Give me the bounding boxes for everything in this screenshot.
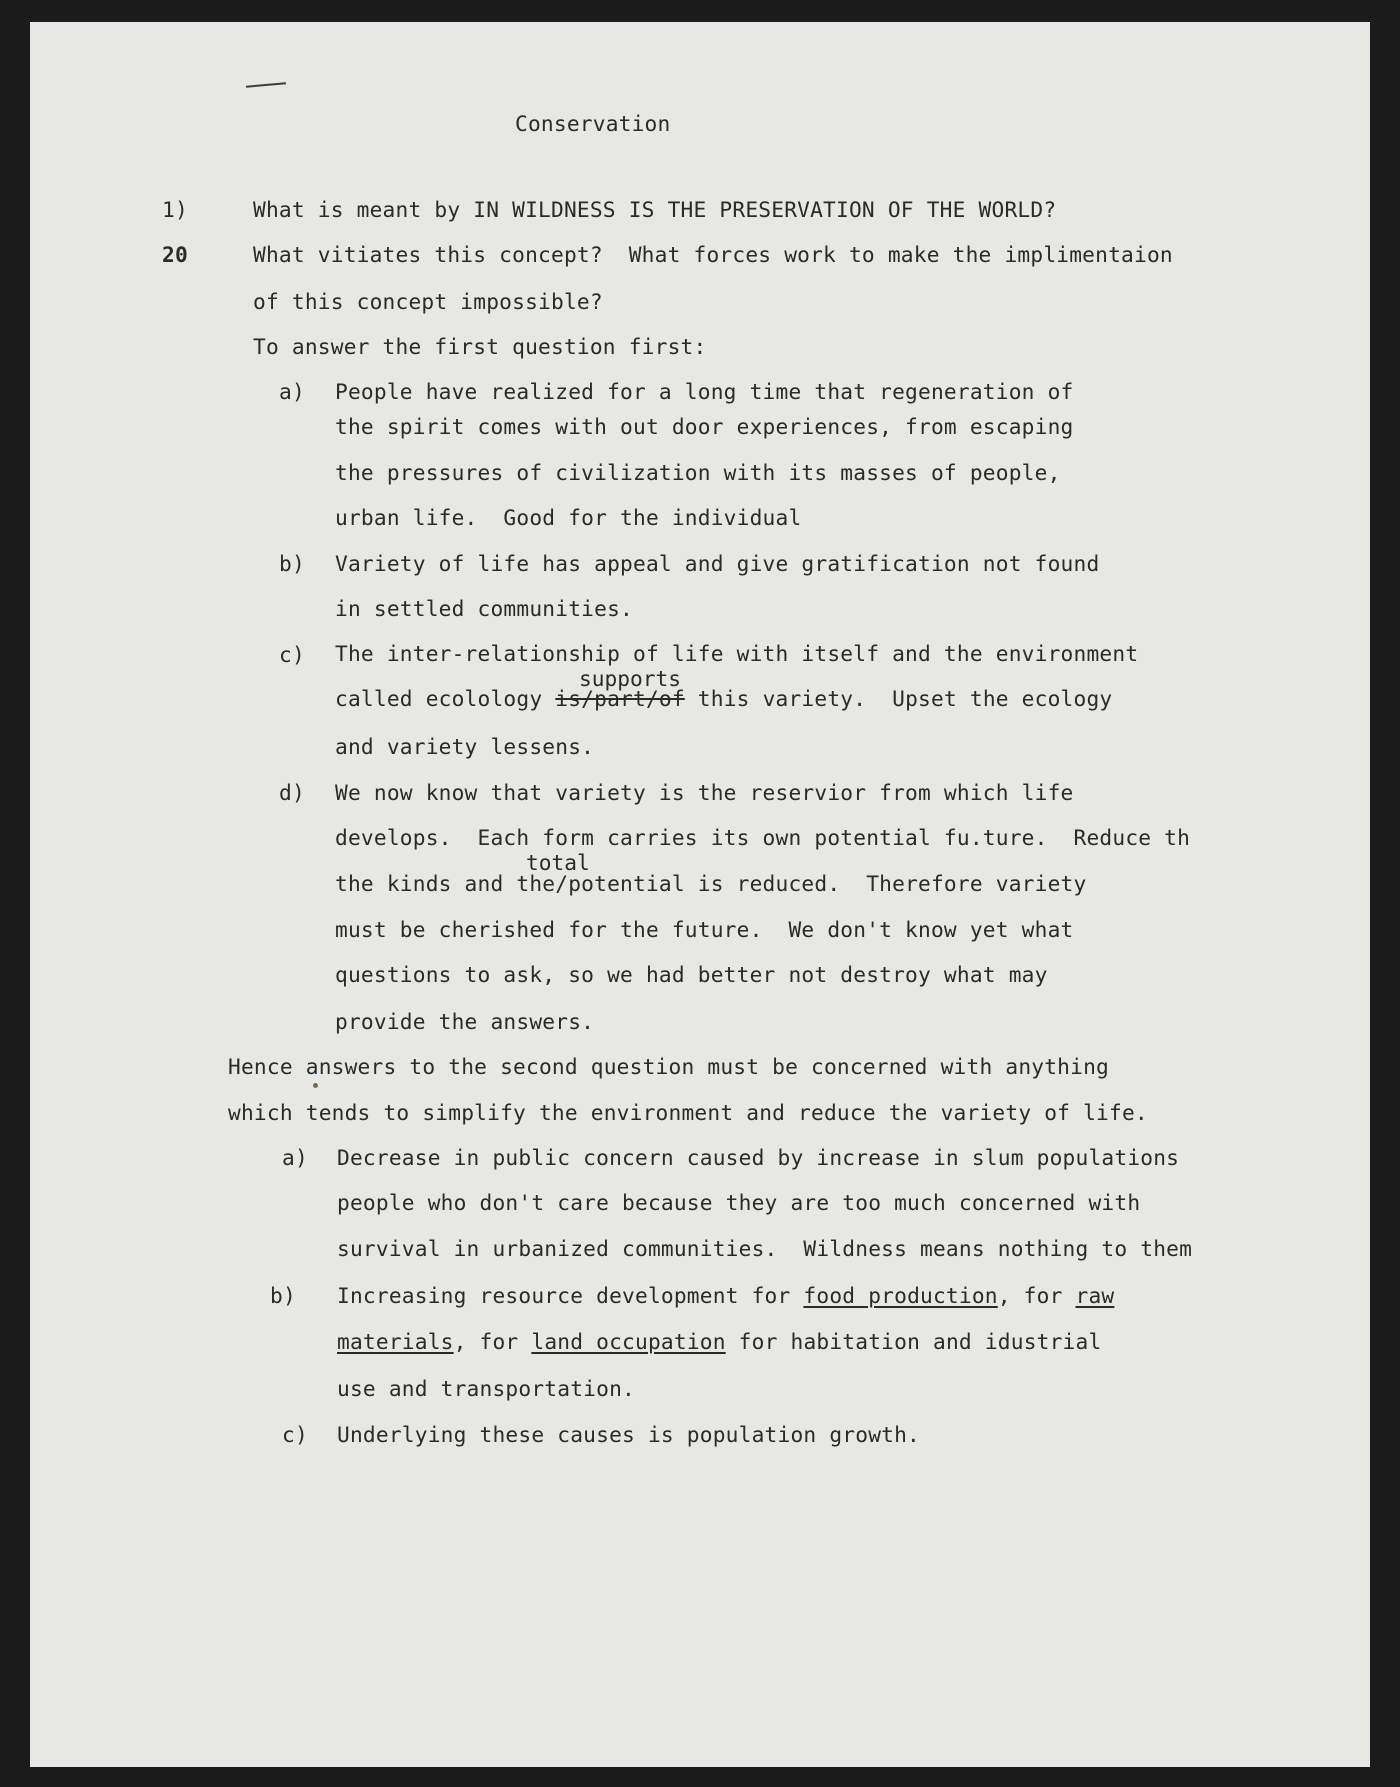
underlined-raw: raw [1075, 1283, 1115, 1308]
ink-dot [313, 1083, 318, 1088]
cause-a-label: a) [282, 1145, 308, 1170]
point-a-line-4: urban life. Good for the individual [335, 505, 802, 530]
intro-line: To answer the first question first: [253, 334, 707, 359]
point-d-line-2: develops. Each form carries its own potential fu.ture. Reduce th [335, 825, 1191, 850]
underlined-land-occupation: land occupation [531, 1329, 726, 1354]
point-d-line-3: the kinds and the/potential is reduced. Therefore variety [335, 871, 1087, 896]
cause-b-label: b) [270, 1283, 296, 1308]
point-c-label: c) [279, 642, 305, 667]
point-b-line-2: in settled communities. [335, 596, 633, 621]
point-a-line-1: People have realized for a long time that regeneration of [335, 379, 1074, 404]
point-c-line-2-pre: called ecolology [335, 686, 556, 711]
point-c-line-2 [335, 687, 1112, 711]
ink-mark [246, 82, 286, 87]
cause-c-line-1: Underlying these causes is population growth. [337, 1422, 921, 1447]
cause-a-line-3: survival in urbanized communities. Wildness means nothing to them [337, 1236, 1193, 1261]
question-2-number: 20 [162, 242, 188, 267]
cause-a-line-2: people who don't care because they are too much concerned with [337, 1190, 1141, 1215]
cause-b-line-3: use and transportation. [337, 1376, 635, 1401]
underlined-materials: materials [337, 1329, 454, 1354]
point-d-line-1: We now know that variety is the reservior from which life [335, 780, 1074, 805]
question-2-line-2: of this concept impossible? [253, 289, 603, 314]
cause-b-line-1-mid: , for [997, 1283, 1076, 1308]
point-d-line-4: must be cherished for the future. We don't know yet what [335, 917, 1074, 942]
point-a-line-3: the pressures of civilization with its masses of people, [335, 460, 1061, 485]
cause-b-line-2-mid: , for [453, 1329, 532, 1354]
point-d-insertion: total [526, 850, 590, 875]
underlined-food-production: food production [803, 1283, 998, 1308]
document-title: Conservation [515, 111, 671, 136]
question-1-number: 1) [162, 197, 188, 222]
hence-line-2: which tends to simplify the environment and reduce the variety of life. [228, 1100, 1148, 1125]
point-c-line-3: and variety lessens. [335, 734, 595, 759]
point-d-line-6: provide the answers. [335, 1009, 595, 1034]
point-c-insertion: supports [579, 666, 682, 691]
question-2-line-1: What vitiates this concept? What forces work to make the implimentaion [253, 242, 1173, 267]
cause-a-line-1: Decrease in public concern caused by increase in slum populations [337, 1145, 1180, 1170]
point-a-label: a) [279, 379, 305, 404]
point-b-label: b) [279, 551, 305, 576]
point-a-line-2: the spirit comes with out door experiences, from escaping [335, 414, 1074, 439]
cause-b-line-2 [337, 1330, 1101, 1354]
question-1-text: What is meant by IN WILDNESS IS THE PRESERVATION OF THE WORLD? [253, 197, 1057, 222]
typewritten-page [30, 22, 1370, 1767]
point-c-line-1: The inter-relationship of life with itself and the environment [335, 641, 1139, 666]
point-b-line-1: Variety of life has appeal and give gratification not found [335, 551, 1100, 576]
cause-b-line-2-post: for habitation and idustrial [725, 1329, 1102, 1354]
cause-b-line-1 [337, 1284, 1114, 1308]
hence-line-1: Hence answers to the second question must be concerned with anything [228, 1054, 1110, 1079]
point-c-struck-text: is/part/of [555, 686, 685, 711]
cause-c-label: c) [282, 1422, 308, 1447]
point-d-label: d) [279, 780, 305, 805]
cause-b-line-1-pre: Increasing resource development for [337, 1283, 804, 1308]
point-d-line-5: questions to ask, so we had better not destroy what may [335, 962, 1048, 987]
point-c-line-2-post: this variety. Upset the ecology [684, 686, 1113, 711]
